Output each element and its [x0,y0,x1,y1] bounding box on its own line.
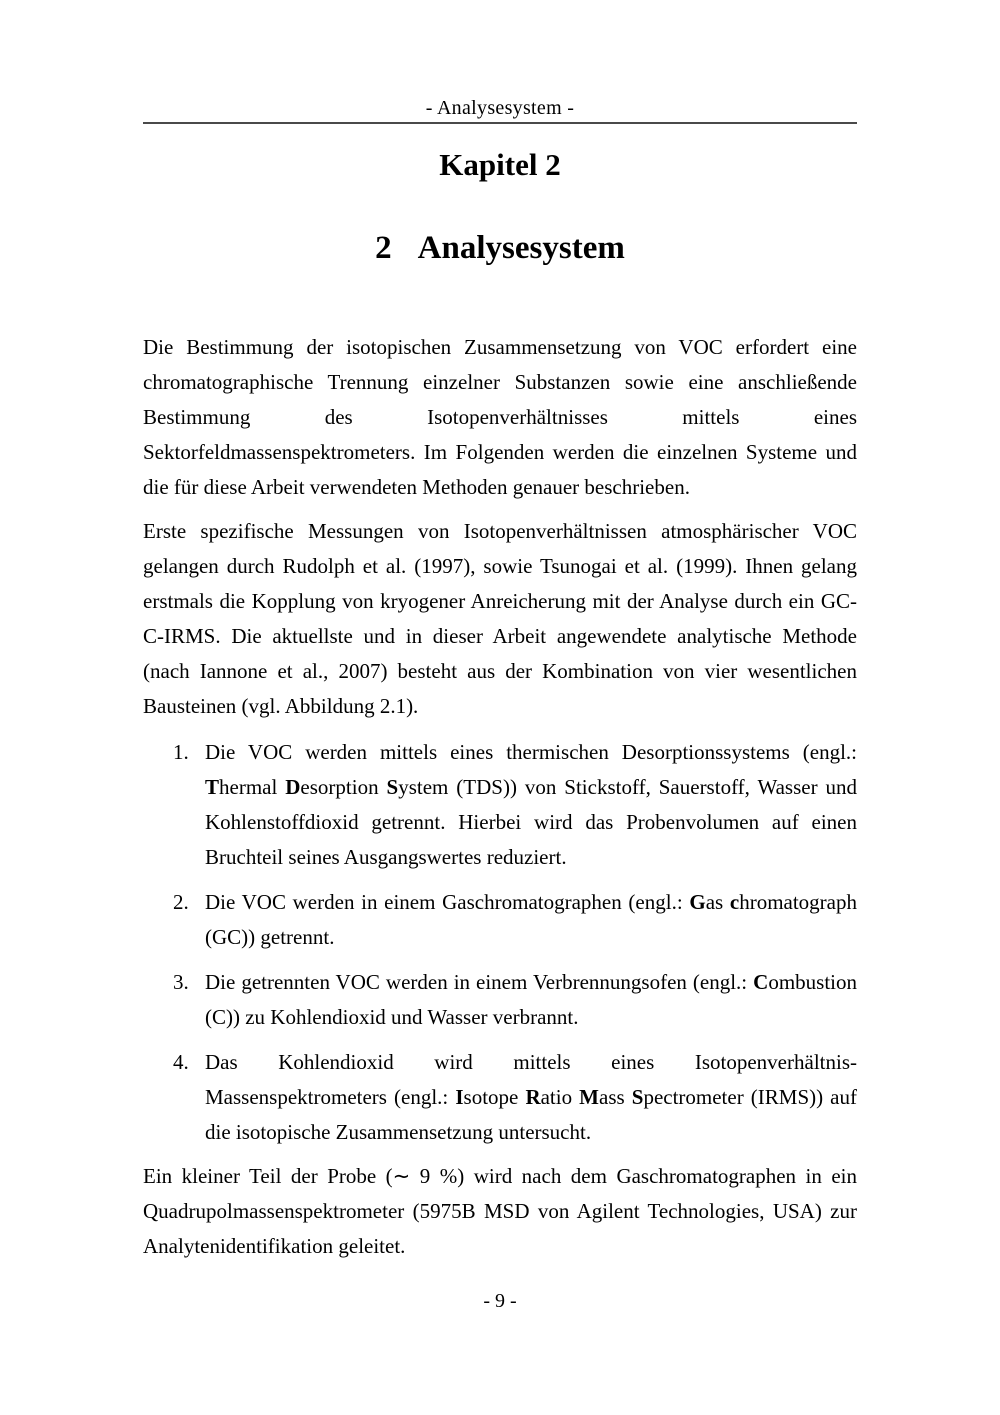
header-rule [143,122,857,124]
page-number: - 9 - [483,1290,517,1312]
list-item-text: Das Kohlendioxid wird mittels eines Isotopenverhältnis-Massenspektrometers (engl.: Isotope Ratio Mass Spectrometer (IRMS)) auf die isotopische Zusammensetzung untersucht. [205,1050,857,1145]
list-item [143,1045,857,1150]
list-item-text: Die getrennten VOC werden in einem Verbrennungsofen (engl.: Combustion (C)) zu Kohlendioxid und Wasser verbrannt. [205,970,857,1030]
list-item-number: 4. [173,1050,189,1075]
chapter-number: 2 [375,230,392,267]
chapter-heading [143,230,857,266]
paragraph-closing: Ein kleiner Teil der Probe (∼ 9 %) wird nach dem Gaschromatographen in ein Quadrupolmassenspektrometer (5975B MSD von Agilent Technologies, USA) zur Analytenidentifikation geleitet. [143,1164,857,1259]
running-header-title: - Analysesystem - [425,97,575,119]
list-item-number: 3. [173,970,189,995]
paragraph-intro: Die Bestimmung der isotopischen Zusammensetzung von VOC erfordert eine chromatographische Trennung einzelner Substanzen sowie eine anschließende Bestimmung des Isotopenverhältnisses mittels eines Sektorfeldmassenspektrometers. Im Folgenden werden die einzelnen Systeme und die für diese Arbeit verwendeten Methoden genauer beschrieben. [143,335,857,500]
page-footer [0,1290,1000,1313]
list-item-number: 1. [173,740,189,765]
paragraph-history: Erste spezifische Messungen von Isotopenverhältnissen atmosphärischer VOC gelangen durch Rudolph et al. (1997), sowie Tsunogai et al. (1999). Ihnen gelang erstmals die Kopplung von kryogener Anreicherung mit der Analyse durch ein GC-C-IRMS. Die aktuellste und in dieser Arbeit angewendete analytische Methode (nach Iannone et al., 2007) besteht aus der Kombination von vier wesentlichen Bausteinen (vgl. Abbildung 2.1). [143,519,857,719]
page-body [143,330,857,1264]
chapter-title: Analysesystem [417,230,625,267]
list-item-number: 2. [173,890,189,915]
page-header [143,96,857,124]
list-item [143,885,857,955]
list-item-text: Die VOC werden mittels eines thermischen Desorptionssystems (engl.: Thermal Desorption System (TDS)) von Stickstoff, Sauerstoff, Wasser und Kohlenstoffdioxid getrennt. Hierbei wird das Probenvolumen auf einen Bruchteil seines Ausgangswertes reduziert. [205,740,858,870]
list-item-text: Die VOC werden in einem Gaschromatographen (engl.: Gas chromatograph (GC)) getrennt. [205,890,857,950]
chapter-label: Kapitel 2 [439,147,561,182]
list-item [143,965,857,1035]
method-steps-list [143,735,857,1150]
list-item [143,735,857,875]
